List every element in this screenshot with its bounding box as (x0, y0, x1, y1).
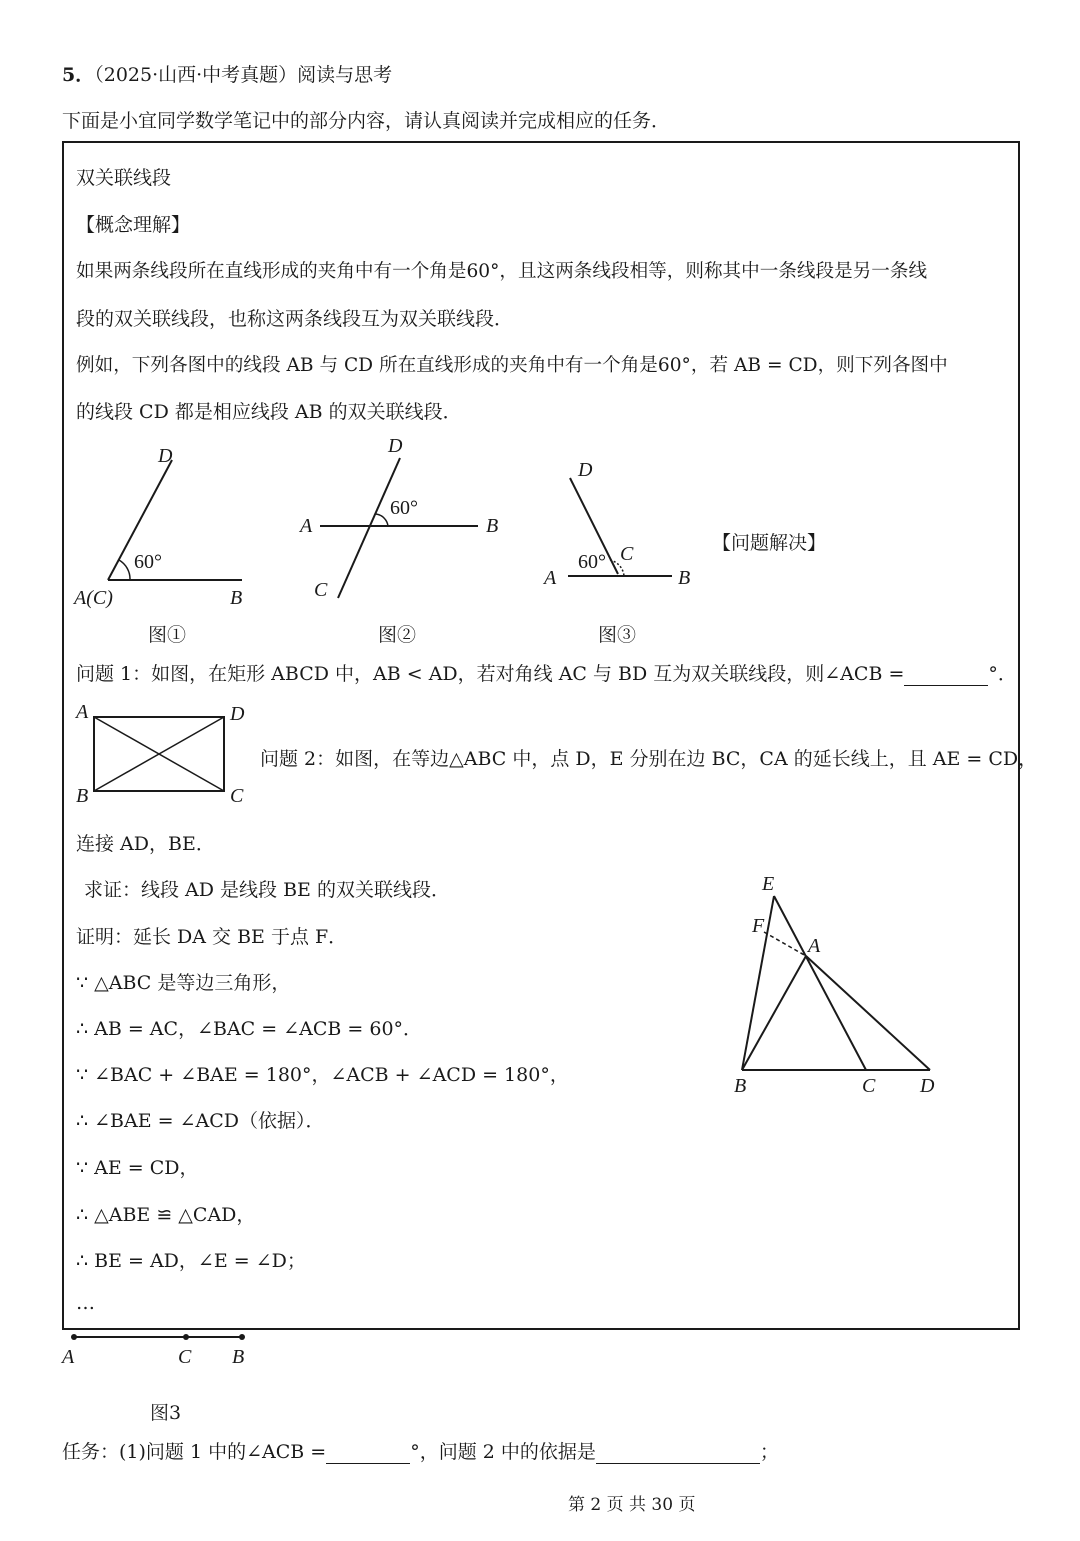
fig3-label-b: B (678, 567, 691, 589)
proof-line: 证明：延长 DA 交 BE 于点 F． (76, 926, 348, 948)
fig3-label-d: D (578, 459, 593, 481)
proof-line: … (76, 1292, 95, 1314)
rectangle-figure (70, 700, 260, 810)
fig1-label-d: D (158, 445, 173, 467)
fig3-label-angle: 60° (578, 551, 606, 573)
tri-label-f: F (752, 915, 765, 937)
fig2-label-angle: 60° (390, 497, 418, 519)
fig1-label-b: B (230, 587, 243, 609)
concept-heading: 【概念理解】 (76, 214, 191, 236)
seg-point-b (239, 1334, 245, 1340)
task-line (62, 1437, 779, 1464)
task-blank-2[interactable] (596, 1441, 760, 1464)
fig1-label-angle: 60° (134, 551, 162, 573)
tri-label-d: D (920, 1075, 935, 1097)
fig2-label-b: B (486, 515, 499, 537)
proof-line: ∴ BE = AD，∠E = ∠D； (76, 1250, 306, 1272)
seg-label-c: C (178, 1346, 192, 1368)
proof-line: ∵ △ABC 是等边三角形， (76, 972, 291, 994)
fig2-label-d: D (388, 435, 403, 457)
triangle-figure (720, 870, 960, 1100)
prove-statement: 求证：线段 AD 是线段 BE 的双关联线段． (84, 879, 450, 901)
figure-1 (70, 440, 270, 620)
problem-1-tail: °． (988, 663, 1017, 685)
tri-segment-ec (774, 896, 866, 1070)
question-section: 阅读与思考 (297, 64, 393, 86)
question-source: （2025·山西·中考真题） (94, 64, 298, 86)
seg-point-a (71, 1334, 77, 1340)
proof-line: ∴ ∠BAE = ∠ACD（依据）． (76, 1110, 325, 1132)
task-suffix: ； (759, 1441, 779, 1463)
fig3-label-a: A (544, 567, 557, 589)
proof-line: ∴ △ABE ≌ △CAD， (76, 1204, 256, 1226)
tri-label-c: C (862, 1075, 876, 1097)
fig1-angle-arc (119, 560, 130, 580)
tri-label-e: E (762, 873, 775, 895)
figure-3-top (540, 450, 710, 600)
task-middle: °，问题 2 中的依据是 (410, 1441, 596, 1463)
fig2-segment-cd (338, 458, 400, 598)
example-line-2: 的线段 CD 都是相应线段 AB 的双关联线段． (76, 401, 462, 423)
seg-point-c (183, 1334, 189, 1340)
page-footer: 第 2 页 共 30 页 (568, 1495, 696, 1515)
question-intro: 下面是小宜同学数学笔记中的部分内容，请认真阅读并完成相应的任务． (62, 110, 671, 132)
task-blank-1[interactable] (326, 1441, 410, 1464)
fig2-angle-arc (376, 514, 388, 526)
problem-1-text: 问题 1：如图，在矩形 ABCD 中，AB < AD，若对角线 AC 与 BD 互为双关联线段，则∠ACB = (76, 663, 905, 685)
fig2-caption: 图② (378, 624, 417, 646)
concept-line-2: 段的双关联线段，也称这两条线段互为双关联线段． (76, 308, 514, 330)
figure-3-caption: 图3 (150, 1402, 182, 1424)
problem-2-line-2: 连接 AD，BE． (76, 833, 215, 855)
proof-line: ∴ AB = AC，∠BAC = ∠ACB = 60°． (76, 1018, 423, 1040)
fig3-label-c: C (620, 543, 634, 565)
tri-segment-ad (806, 956, 930, 1070)
tri-label-a: A (808, 935, 821, 957)
problem-solving-heading: 【问题解决】 (712, 532, 827, 554)
question-number: 5． (62, 64, 95, 86)
rect-label-a: A (76, 701, 89, 723)
rect-label-c: C (230, 785, 244, 807)
seg-label-a: A (62, 1346, 75, 1368)
rect-label-d: D (230, 703, 245, 725)
fig3-caption: 图③ (598, 624, 637, 646)
fig2-label-a: A (300, 515, 313, 537)
problem-2-line-1: 问题 2：如图，在等边△ABC 中，点 D，E 分别在边 BC，CA 的延长线上，且 AE = CD， (260, 748, 1038, 770)
proof-line: ∵ AE = CD， (76, 1157, 199, 1179)
seg-label-b: B (232, 1346, 245, 1368)
fig2-label-c: C (314, 579, 328, 601)
question-header (62, 60, 392, 87)
fig1-label-ac: A(C) (74, 587, 113, 609)
problem-1 (76, 659, 1017, 686)
figure-2 (290, 430, 520, 610)
example-line-1: 例如，下列各图中的线段 AB 与 CD 所在直线形成的夹角中有一个角是60°，若 AB = CD，则下列各图中 (76, 355, 948, 376)
problem-1-blank[interactable] (904, 663, 988, 686)
figure-3-segment (60, 1328, 260, 1378)
proof-line: ∵ ∠BAC + ∠BAE = 180°，∠ACB + ∠ACD = 180°， (76, 1064, 569, 1086)
note-title: 双关联线段 (76, 167, 172, 189)
task-prefix: 任务：(1)问题 1 中的∠ACB = (62, 1441, 327, 1463)
fig1-caption: 图① (148, 624, 187, 646)
tri-label-b: B (734, 1075, 747, 1097)
concept-line-1: 如果两条线段所在直线形成的夹角中有一个角是60°，且这两条线段相等，则称其中一条线段是另一条线 (76, 261, 928, 282)
rect-label-b: B (76, 785, 89, 807)
